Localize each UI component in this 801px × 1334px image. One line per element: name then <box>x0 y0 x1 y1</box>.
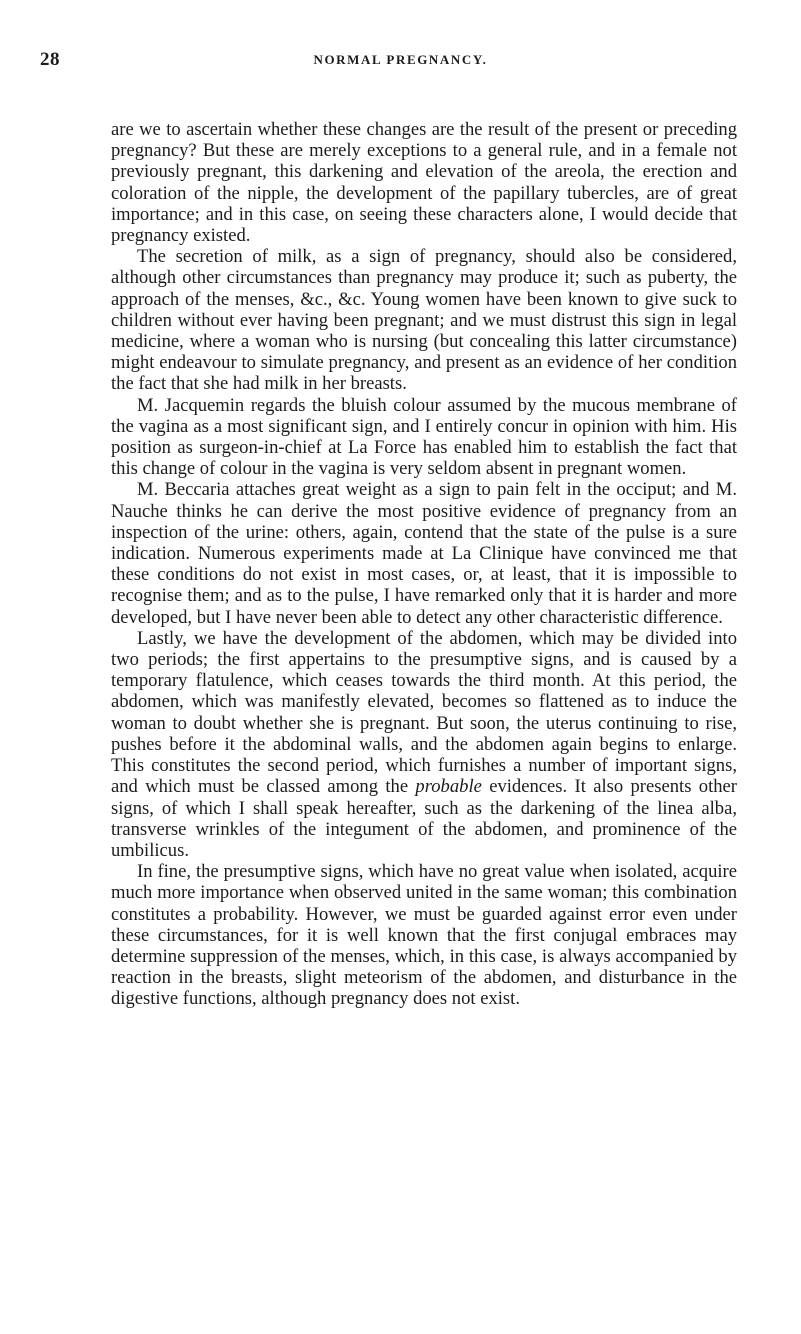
paragraph-6: In fine, the presumptive signs, which have no great value when isolated, acquire much more importance when observed united in the same woman; this combination constitutes a probability. However, we must be guarded against error even under these circumstances, for it is well known that the first conjugal embraces may determine suppression of the menses, which, in this case, is always accompanied by reaction in the breasts, slight meteorism of the abdomen, and disturbance in the digestive functions, although pregnancy does not exist. <box>111 861 737 1010</box>
page-number: 28 <box>40 49 60 70</box>
paragraph-1: are we to ascertain whether these changes are the result of the present or preceding pregnancy? But these are merely exceptions to a general rule, and in a female not previously pregnant, this darkening and elevation of the areola, the erection and coloration of the nipple, the development of the papillary tubercles, are of great importance; and in this case, on seeing these characters alone, I would decide that pregnancy existed. <box>111 119 737 247</box>
paragraph-2: The secretion of milk, as a sign of pregnancy, should also be considered, although other circumstances than pregnancy may produce it; such as puberty, the approach of the menses, &c., &c. Young women have been known to give suck to children without ever having been pregnant; and we must distrust this sign in legal medicine, where a woman who is nursing (but concealing this latter circumstance) might endeavour to simulate pregnancy, and present as an evidence of her condition the fact that she had milk in her breasts. <box>111 246 737 395</box>
page-body <box>111 119 737 1010</box>
italic-term-probable: probable <box>415 776 482 798</box>
paragraph-5-part-1: Lastly, we have the development of the abdomen, which may be divided into two periods; the first appertains to the presumptive signs, and is caused by a temporary flatulence, which ceases towards the third month. At this period, the abdomen, which was manifestly elevated, becomes so flattened as to induce the woman to doubt whether she is pregnant. But soon, the uterus continuing to rise, pushes before it the abdominal walls, and the abdomen again begins to enlarge. This constitutes the second period, which furnishes a number of important signs, and which must be classed among the <box>111 627 737 798</box>
paragraph-3: M. Jacquemin regards the bluish colour assumed by the mucous membrane of the vagina as a most significant sign, and I entirely concur in opinion with him. His position as surgeon-in-chief at La Force has enabled him to establish the fact that this change of colour in the vagina is very seldom absent in pregnant women. <box>111 394 737 480</box>
paragraph-5 <box>111 628 737 861</box>
paragraph-5-part-2: evidences. It also presents other signs, of which I shall speak hereafter, such as the darkening of the linea alba, transverse wrinkles of the integument of the abdomen, and prominence of the umbilicus. <box>111 776 737 861</box>
running-title: NORMAL PREGNANCY. <box>313 52 488 67</box>
paragraph-4: M. Beccaria attaches great weight as a sign to pain felt in the occiput; and M. Nauche thinks he can derive the most positive evidence of pregnancy from an inspection of the urine: others, again, contend that the state of the pulse is a sure indication. Numerous experiments made at La Clinique have convinced me that these conditions do not exist in most cases, or, at least, that it is impossible to recognise them; and as to the pulse, I have remarked only that it is harder and more developed, but I have never been able to detect any other characteristic difference. <box>111 479 737 628</box>
